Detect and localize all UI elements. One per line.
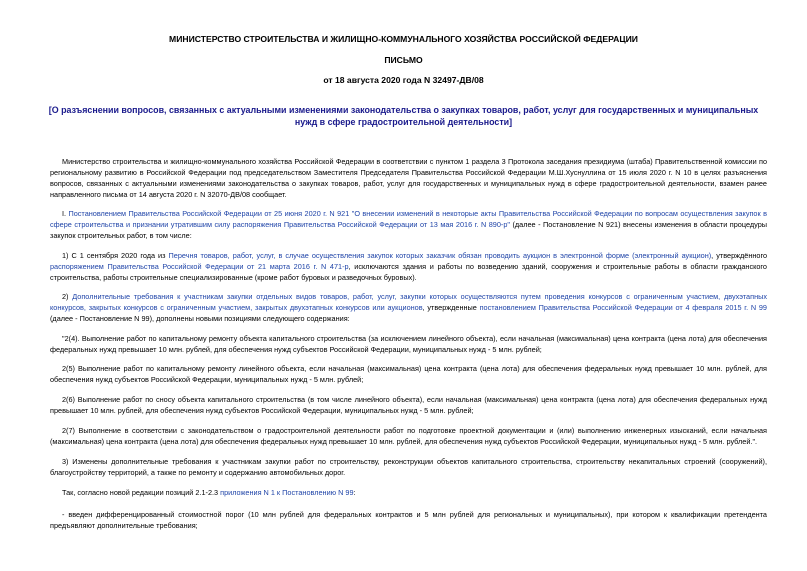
link-appendix-1[interactable]: приложения N 1 к Постановлению N 99 (220, 488, 354, 497)
paragraph-item-2 (50, 291, 767, 324)
link-additional-requirements[interactable]: Дополнительные требования к участникам закупки отдельных видов товаров, работ, услуг, закупки которых осуществляются путем проведения конкурсов с ограниченным участием, двухэтапных конкурсов, закрытых конкурсов с ограниченным участием, закрытых двухэтапных конкурсов или аукционов (50, 292, 767, 312)
paragraph-text: (далее - Постановление N 921) внесены изменения в области процедуры закупок строительных работ, в том числе: (50, 220, 767, 240)
paragraph-text: 2) (62, 292, 73, 301)
paragraph-text: , утвержденные (422, 303, 480, 312)
paragraph-text: (далее - Постановление N 99), дополнены новыми позициями следующего содержания: (50, 314, 350, 323)
paragraph-text: Так, согласно новой редакции позиций 2.1-2.3 (62, 488, 221, 497)
document-topic: [О разъяснении вопросов, связанных с актуальными изменениями законодательства о закупках товаров, работ, услуг для государственных и муниципальных нужд в сфере градостроительной деятельности] (48, 105, 759, 127)
link-goods-list[interactable]: Перечня товаров, работ, услуг, в случае осуществления закупок которых заказчик обязан проводить аукцион в электронной форме (электронный аукцион) (168, 251, 712, 260)
link-resolution-99[interactable]: постановлением Правительства Российской Федерации от 4 февраля 2015 г. N 99 (479, 303, 767, 312)
paragraph-intro: Министерство строительства и жилищно-коммунального хозяйства Российской Федерации в соответствии с пунктом 1 раздела 3 Протокола заседания президиума (штаба) Правительственной комиссии по региональному развитию в Российской Федерации под председательством Заместителя Председателя Правительства Российской Федерации М.Ш.Хуснуллина от 15 июля 2020 г. N 10 в целях разъяснения вопросов, связанных с актуальными изменениями законодательства о закупках товаров, работ, услуг для государственных и муниципальных нужд в сфере градостроительной деятельности, взамен ранее направленного письма от 14 августа 2020 г. N 32070-ДВ/08 сообщает. (50, 157, 767, 199)
paragraph-position-2-6: 2(6) Выполнение работ по сносу объекта капитального строительства (в том числе линейного объекта), если начальная (максимальная) цена контракта (цена лота) для обеспечения федеральных нужд превышает 10 млн. рублей, для обеспечения нужд субъектов Российской Федерации, муниципальных нужд - 5 млн. рублей; (50, 395, 767, 415)
document-date-number: от 18 августа 2020 года N 32497-ДВ/08 (323, 75, 484, 85)
link-order-471r[interactable]: распоряжением Правительства Российской Федерации от 21 марта 2016 г. N 471-р (50, 262, 349, 271)
link-resolution-921[interactable]: Постановлением Правительства Российской Федерации от 25 июня 2020 г. N 921 "О внесении изменений в некоторые акты Правительства Российской Федерации по вопросам осуществления закупок в сфере строительства и признании утратившим силу распоряжения Правительства Российской Федерации от 13 мая 2016 г. N 890-р" (50, 209, 767, 229)
ministry-title: МИНИСТЕРСТВО СТРОИТЕЛЬСТВА И ЖИЛИЩНО-КОММУНАЛЬНОГО ХОЗЯЙСТВА РОССИЙСКОЙ ФЕДЕРАЦИИ (169, 34, 638, 44)
paragraph-new-edition (50, 487, 767, 498)
document-type: ПИСЬМО (384, 55, 423, 65)
paragraph-section-1 (50, 208, 767, 241)
paragraph-text: I. (62, 209, 69, 218)
paragraph-item-3: 3) Изменены дополнительные требования к участникам закупки работ по строительству, реконструкции объектов капитального строительства, строительству некапитальных строений (сооружений), благоустройству территорий, а также по ремонту и содержанию автомобильных дорог. (50, 457, 767, 477)
paragraph-text: : (353, 488, 356, 497)
paragraph-cost-threshold: - введен дифференцированный стоимостной порог (10 млн рублей для федеральных контрактов и 5 млн рублей для региональных и муниципальных), при котором к квалификации претендента предъявляют дополнительные требования; (50, 510, 767, 530)
paragraph-text: 1) С 1 сентября 2020 года из (62, 251, 169, 260)
paragraph-position-2-4: "2(4). Выполнение работ по капитальному ремонту объекта капитального строительства (за исключением линейного объекта), если начальная (максимальная) цена контракта (цена лота) для обеспечения федеральных нужд превышает 10 млн. рублей, для обеспечения нужд субъектов Российской Федерации, муниципальных нужд - 5 млн. рублей; (50, 334, 767, 354)
paragraph-text: , утверждённого (711, 251, 768, 260)
paragraph-position-2-5: 2(5) Выполнение работ по капитальному ремонту линейного объекта, если начальная (максимальная) цена контракта (цена лота) для обеспечения федеральных нужд превышает 10 млн. рублей, для обеспечения нужд субъектов Российской Федерации, муниципальных нужд - 5 млн. рублей; (50, 364, 767, 384)
paragraph-text: , исключаются здания и работы по возведению зданий, сооружения и строительные работы в области гражданского строительства, работы строительные специализированные (кроме работ буровых и разведочных буровых). (50, 262, 767, 282)
paragraph-position-2-7: 2(7) Выполнение в соответствии с законодательством о градостроительной деятельности работ по подготовке проектной документации и (или) выполнению инженерных изысканий, если начальная (максимальная) цена контракта (цена лота) для обеспечения федеральных нужд превышает 10 млн. рублей, для обеспечения нужд субъектов Российской Федерации, муниципальных нужд - 5 млн. рублей.". (50, 426, 767, 446)
paragraph-item-1 (50, 250, 767, 283)
